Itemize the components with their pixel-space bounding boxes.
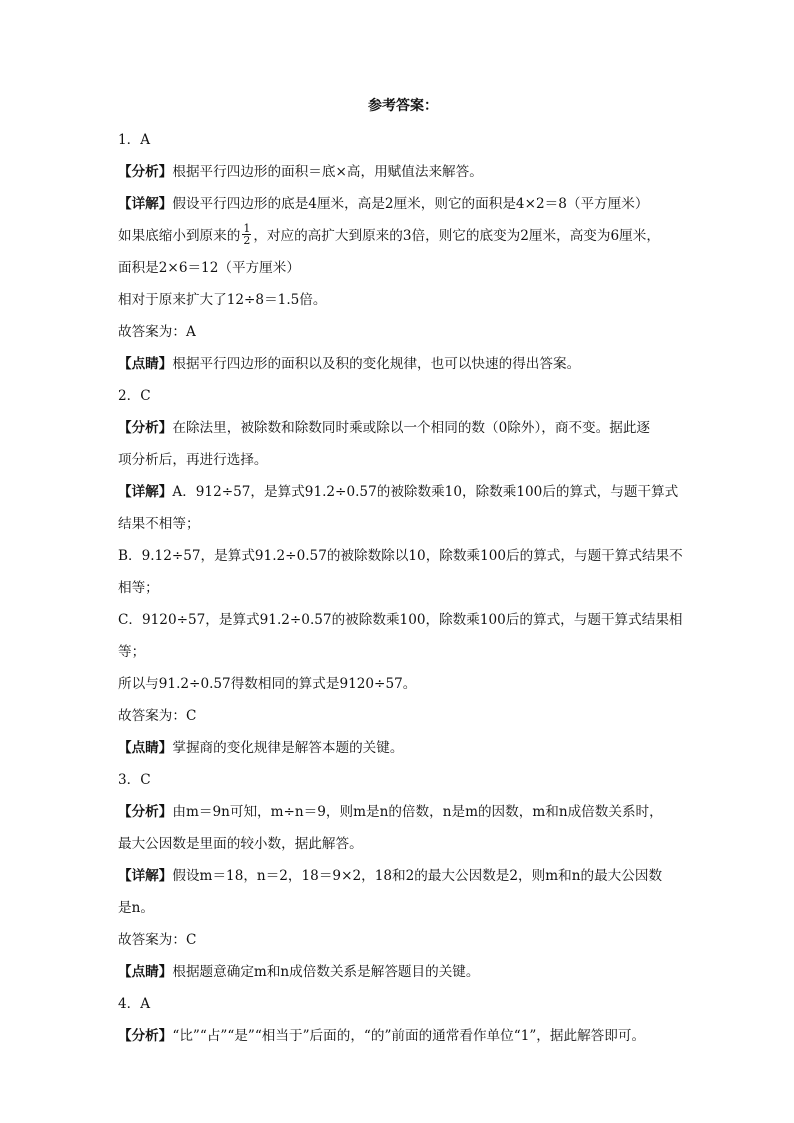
detail-text: 如果底缩小到原来的 <box>118 228 241 244</box>
q2-answer: 2．C <box>118 388 151 404</box>
answer-page <box>118 96 688 1052</box>
detail-tag: 【详解】 <box>118 484 173 500</box>
q2-detail-summary: 所以与91.2÷0.57得数相同的算式是9120÷57。 <box>118 676 417 692</box>
q2-detail-a-line-1 <box>118 476 688 508</box>
analysis-tag: 【分析】 <box>118 804 173 820</box>
detail-tag: 【详解】 <box>118 196 173 212</box>
point-tag: 【点睛】 <box>118 964 173 980</box>
q2-detail-c-line-2: 等； <box>118 644 146 660</box>
fraction-one-half <box>242 223 251 246</box>
detail-text: 假设m＝18，n＝2，18＝9×2，18和2的最大公因数是2，则m和n的最大公因数 <box>172 868 663 884</box>
q1-detail-line-1 <box>118 188 688 220</box>
q3-analysis-line-2: 最大公因数是里面的较小数，据此解答。 <box>118 836 363 852</box>
point-text: 根据平行四边形的面积以及积的变化规律，也可以快速的得出答案。 <box>172 356 581 372</box>
q2-detail-a-line-2: 结果不相等； <box>118 516 200 532</box>
point-tag: 【点睛】 <box>118 356 173 372</box>
analysis-tag: 【分析】 <box>118 1028 173 1044</box>
q3-detail-line-2: 是n。 <box>118 900 154 916</box>
q1-conclusion: 故答案为：A <box>118 324 196 340</box>
q4-answer: 4．A <box>118 996 151 1012</box>
q2-analysis-line-1 <box>118 412 688 444</box>
q2-detail-b-line-1: B．9.12÷57，是算式91.2÷0.57的被除数除以10，除数乘100后的算式，与题干算式结果不 <box>118 548 683 564</box>
q2-analysis-line-2: 项分析后，再进行选择。 <box>118 452 268 468</box>
q1-detail-line-2 <box>118 220 688 252</box>
detail-text: A．912÷57，是算式91.2÷0.57的被除数乘10，除数乘100后的算式，与题干算式 <box>172 484 679 500</box>
detail-text: 假设平行四边形的底是4厘米，高是2厘米，则它的面积是4×2＝8（平方厘米） <box>172 196 649 212</box>
q3-point <box>118 956 688 988</box>
page-title: 参考答案： <box>368 98 438 114</box>
q4-analysis <box>118 1020 688 1052</box>
fraction-denominator: 2 <box>243 234 251 247</box>
detail-text: ，对应的高扩大到原来的3倍，则它的底变为2厘米，高变为6厘米， <box>253 228 660 244</box>
point-text: 根据题意确定m和n成倍数关系是解答题目的关键。 <box>172 964 480 980</box>
point-tag: 【点睛】 <box>118 740 173 756</box>
q3-analysis-line-1 <box>118 796 688 828</box>
analysis-text: 由m＝9n可知，m÷n＝9，则m是n的倍数，n是m的因数，m和n成倍数关系时， <box>172 804 663 820</box>
q1-answer: 1．A <box>118 132 151 148</box>
q2-detail-c-line-1: C．9120÷57，是算式91.2÷0.57的被除数乘100，除数乘100后的算式，与题干算式结果相 <box>118 612 683 628</box>
q1-detail-line-3: 面积是2×6＝12（平方厘米） <box>118 260 300 276</box>
q3-detail-line-1 <box>118 860 688 892</box>
point-text: 掌握商的变化规律是解答本题的关键。 <box>172 740 404 756</box>
q2-detail-b-line-2: 相等； <box>118 580 159 596</box>
analysis-text: “比”“占”“是”“相当于”后面的，“的”前面的通常看作单位“1”，据此解答即可。 <box>172 1028 646 1044</box>
q2-point <box>118 732 688 764</box>
analysis-tag: 【分析】 <box>118 420 173 436</box>
analysis-text: 在除法里，被除数和除数同时乘或除以一个相同的数（0除外），商不变。据此逐 <box>172 420 651 436</box>
fraction-numerator: 1 <box>243 222 251 235</box>
analysis-tag: 【分析】 <box>118 164 173 180</box>
q3-conclusion: 故答案为：C <box>118 932 197 948</box>
q2-conclusion: 故答案为：C <box>118 708 197 724</box>
detail-tag: 【详解】 <box>118 868 173 884</box>
q3-answer: 3．C <box>118 772 151 788</box>
q1-point <box>118 348 688 380</box>
q1-detail-line-4: 相对于原来扩大了12÷8＝1.5倍。 <box>118 292 327 308</box>
analysis-text: 根据平行四边形的面积＝底×高，用赋值法来解答。 <box>172 164 483 180</box>
q1-analysis <box>118 156 688 188</box>
